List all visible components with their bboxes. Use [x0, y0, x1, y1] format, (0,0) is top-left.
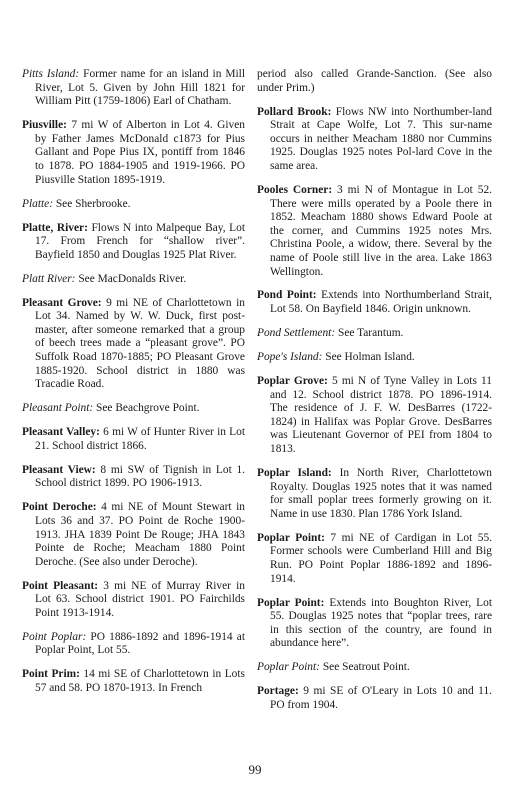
entry-text: 4 mi NE of Mount Stewart in Lots 36 and 37. PO Point de Roche 1900-1913. JHA 1839 Point De Rouge; JHA 1843 Pointe de Roche; Meacham 1880 Point Deroche. (See also under Deroche).: [35, 501, 245, 568]
entry-text: Flows NW into Northumber-land Strait at Cape Wolfe, Lot 7. This sur-name occurs in neither Meacham 1880 nor Cummins 1925. Douglas 1925 notes Pol-lard Cove in the same area.: [270, 105, 492, 172]
headword: Poplar Point:: [257, 661, 320, 674]
entry: [257, 106, 492, 174]
headword: Point Poplar:: [22, 630, 87, 643]
headword: Piusville:: [22, 119, 67, 132]
entry: [22, 119, 245, 187]
headword: Platte, River:: [22, 221, 88, 234]
entry-text: See MacDonalds River.: [75, 272, 187, 285]
entry: [257, 661, 492, 675]
headword: Pooles Corner:: [257, 183, 333, 196]
entry-text: See Tarantum.: [335, 327, 404, 340]
entry-text: 9 mi SE of O'Leary in Lots 10 and 11. PO from 1904.: [270, 685, 492, 711]
entry: [22, 580, 245, 621]
headword: Poplar Island:: [257, 466, 332, 479]
entry: [22, 402, 245, 416]
headword: Pleasant Point:: [22, 402, 94, 415]
entry: [257, 375, 492, 457]
headword: Platt River:: [22, 272, 76, 285]
entry-text: See Holman Island.: [322, 351, 415, 364]
entry-text: Extends into Northumberland Strait, Lot 58. On Bayfield 1846. Origin unknown.: [270, 289, 492, 316]
entry-text: Flows N into Malpeque Bay, Lot 17. From French for “shallow river”. Bayfield 1850 and Douglas 1925 Plat River.: [35, 221, 245, 261]
entry-text: Former name for an island in Mill River, Lot 5. Given by John Hill 1821 for William Pitt (1759-1806) Earl of Chatham.: [35, 68, 245, 108]
entry: [22, 273, 245, 287]
entry: [22, 501, 245, 569]
entry-text: 9 mi NE of Charlottetown in Lot 34. Named by W. W. Duck, first post-master, after someone remarked that a group of beech trees made a “pleasant grove”. PO Suffolk Road 1870-1885; PO Pleasant Grove 1885-1920. School district in 1880 was Tracadie Road.: [35, 296, 245, 391]
headword: Pleasant Valley:: [22, 426, 100, 439]
headword: Pitts Island:: [22, 68, 80, 80]
entry: [257, 685, 492, 712]
entry: [22, 631, 245, 658]
headword: Pond Point:: [257, 289, 317, 302]
page-number: 99: [248, 762, 262, 777]
headword: Pollard Brook:: [257, 105, 332, 118]
entry-text: See Seatrout Point.: [319, 661, 410, 674]
headword: Point Deroche:: [22, 501, 97, 514]
headword: Point Pleasant:: [22, 579, 99, 592]
headword: Poplar Point:: [257, 596, 325, 609]
entry-text: 7 mi NE of Cardigan in Lot 55. Former schools were Cumberland Hill and Big Run. PO Point Poplar 1886-1892 and 1896-1914.: [270, 531, 492, 585]
entry: [257, 327, 492, 341]
entry-text: PO 1886-1892 and 1896-1914 at Poplar Point, Lot 55.: [35, 630, 245, 657]
headword: Point Prim:: [22, 668, 80, 681]
right-column: [257, 68, 492, 723]
entry-text: 3 mi N of Montague in Lot 52. There were mills operated by a Poole there in 1852. Meacham 1880 shows Edward Poole at the corner, and Cummins 1925 notes Mrs. Christina Poole, a widow, there. Several by the name of Poole still live in the area. Lake 1863 Wellington.: [270, 183, 492, 278]
entry: [22, 222, 245, 263]
entry-text: 7 mi W of Alberton in Lot 4. Given by Father James McDonald c1873 for Pius Gallant and Pope Pius IX, pontiff from 1846 to 1878. PO 1884-1905 and 1919-1966. PO Piusville Station 1895-1919.: [35, 119, 245, 186]
entry-text: See Beachgrove Point.: [93, 402, 200, 415]
entry-text: 14 mi SE of Charlottetown in Lots 57 and 58. PO 1870-1913. In French: [35, 668, 245, 695]
entry-text: 3 mi NE of Murray River in Lot 63. School district 1901. PO Fairchilds Point 1913-1914.: [35, 579, 245, 619]
headword: Platte:: [22, 197, 53, 210]
entry: [257, 597, 492, 651]
entry: [257, 184, 492, 279]
entry-text: 8 mi SW of Tignish in Lot 1. School district 1899. PO 1906-1913.: [35, 463, 245, 490]
entry: [22, 426, 245, 453]
entry-text: Extends into Boughton River, Lot 55. Douglas 1925 notes that “poplar trees, rare in this section of the country, are found in abundance here”.: [270, 596, 492, 650]
entry-text: In North River, Charlottetown Royalty. Douglas 1925 notes that it was named for small poplar trees formerly growing on it. Name in use 1830. Plan 1786 York Island.: [270, 466, 493, 520]
entry: [22, 297, 245, 392]
entry-continuation: [257, 68, 492, 95]
entry: [257, 351, 492, 365]
entry-text: See Sherbrooke.: [53, 197, 131, 210]
entry-text: period also called Grande-Sanction. (See also under Prim.): [257, 68, 492, 94]
entry-text: 5 mi N of Tyne Valley in Lots 11 and 12. School district 1878. PO 1896-1914. The residence of J. F. W. DesBarres (1722-1824) in Halifax was Poplar Grove. DesBarres was Lieutenant Governor of PEI from 1804 to 1813.: [270, 375, 493, 455]
entry: [22, 198, 245, 212]
entry: [22, 68, 245, 109]
entry: [257, 467, 492, 521]
entry: [257, 289, 492, 316]
entry-text: 6 mi W of Hunter River in Lot 21. School district 1866.: [35, 426, 245, 452]
headword: Pond Settlement:: [257, 327, 336, 340]
entry: [257, 532, 492, 586]
left-column: [22, 68, 245, 706]
headword: Pope's Island:: [257, 351, 323, 364]
headword: Poplar Grove:: [257, 375, 328, 388]
headword: Portage:: [257, 685, 299, 698]
entry: [22, 668, 245, 695]
headword: Poplar Point:: [257, 531, 325, 544]
entry: [22, 464, 245, 491]
headword: Pleasant View:: [22, 463, 96, 476]
headword: Pleasant Grove:: [22, 296, 102, 309]
